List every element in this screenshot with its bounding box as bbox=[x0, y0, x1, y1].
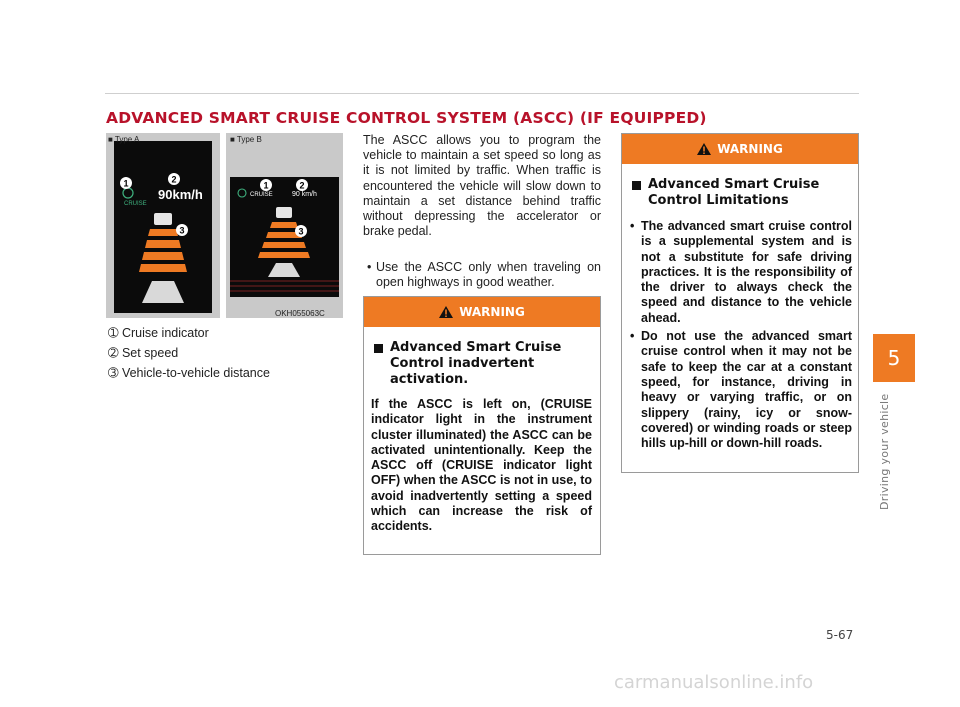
warning-heading: Advanced Smart Cruise Control Limitations bbox=[626, 177, 850, 209]
warning-label: WARNING bbox=[459, 305, 525, 319]
svg-text:1: 1 bbox=[263, 180, 269, 191]
speed-label-a: 90km/h bbox=[158, 187, 203, 202]
caption-set-speed: ➁ Set speed bbox=[108, 346, 179, 360]
marker-1-b bbox=[260, 179, 272, 191]
warning-label: WARNING bbox=[717, 142, 783, 156]
marker-2-b bbox=[296, 179, 308, 191]
figure-code: OKH055063C bbox=[275, 309, 325, 318]
warning-bar bbox=[622, 134, 858, 164]
warning-list-item: • The advanced smart cruise control is a supplemental system and is not a substitute for safe driving practices. It is the responsibility of the driver to always check the speed and distance to the vehicle ahead. bbox=[630, 219, 852, 325]
figure-callouts bbox=[106, 133, 346, 318]
svg-text:3: 3 bbox=[179, 225, 185, 236]
svg-text:3: 3 bbox=[298, 226, 304, 237]
section-title: ADVANCED SMART CRUISE CONTROL SYSTEM (ASCC) (IF EQUIPPED) bbox=[106, 109, 707, 127]
warning-list-item: • Do not use the advanced smart cruise control when it may not be safe to keep the car at a constant speed, for instance, driving in heavy or varying traffic, or on slippery (rainy, icy or snow-covered) or winding roads or steep hills up-hill or down-hill roads. bbox=[630, 329, 852, 451]
page-number: 5-67 bbox=[826, 628, 854, 642]
marker-1-a bbox=[120, 177, 132, 189]
chapter-tab[interactable]: 5 bbox=[873, 334, 915, 382]
svg-text:2: 2 bbox=[299, 180, 305, 191]
warning-box-limitations bbox=[621, 133, 859, 473]
square-bullet-icon bbox=[374, 344, 383, 353]
warning-triangle-icon bbox=[697, 143, 711, 155]
top-rule bbox=[105, 93, 859, 94]
warning-heading: Advanced Smart Cruise Control inadvertent activation. bbox=[368, 340, 592, 388]
marker-2-a bbox=[168, 173, 180, 185]
warning-triangle-icon bbox=[439, 306, 453, 318]
cruise-label-a: CRUISE bbox=[124, 201, 147, 207]
usage-bullet-text: Use the ASCC only when traveling on open highways in good weather. bbox=[376, 260, 601, 290]
warning-box-inadvertent bbox=[363, 296, 601, 555]
type-b-label: ■ Type B bbox=[230, 135, 262, 144]
svg-text:2: 2 bbox=[171, 174, 177, 185]
intro-paragraph: The ASCC allows you to program the vehicle to maintain a set speed so long as it is not limited by traffic. When traffic is encountered the vehicle will slow down to maintain a set distance behind traffic without depressing the accelerator or brake pedal. bbox=[363, 133, 601, 239]
speed-label-b: 90 km/h bbox=[292, 191, 317, 198]
bullet-dot: • bbox=[367, 260, 372, 274]
usage-bullet bbox=[363, 260, 601, 290]
warning-bar bbox=[364, 297, 600, 327]
watermark: carmanualsonline.info bbox=[614, 672, 814, 693]
chapter-title: Driving your vehicle bbox=[878, 393, 891, 510]
square-bullet-icon bbox=[632, 181, 641, 190]
warning-text: If the ASCC is left on, (CRUISE indicator light in the instrument cluster illuminated) the ASCC can be activated unintentionally. Keep the ASCC off (CRUISE indicator light OFF) when the ASCC is not in use, to avoid inadvertently setting a speed which can increase the risk of accidents. bbox=[371, 397, 592, 534]
marker-3-b bbox=[295, 225, 307, 237]
svg-text:1: 1 bbox=[123, 178, 129, 189]
marker-3-a bbox=[176, 224, 188, 236]
caption-cruise-indicator: ➀ Cruise indicator bbox=[108, 326, 209, 340]
cruise-label-b: CRUISE bbox=[250, 192, 273, 198]
type-a-label: ■ Type A bbox=[108, 135, 140, 144]
caption-distance: ➂ Vehicle-to-vehicle distance bbox=[108, 366, 270, 380]
warning-list bbox=[628, 219, 852, 451]
